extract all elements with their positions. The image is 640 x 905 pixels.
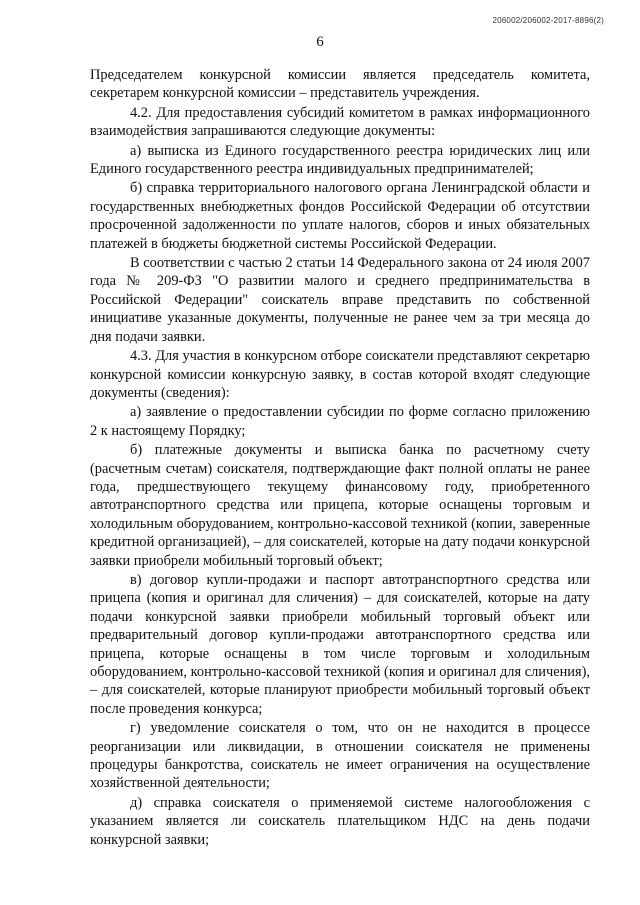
paragraph: в) договор купли-продажи и паспорт автотранспортного средства или прицепа (копия и оригинал для сличения) – для соискателей, которые на дату подачи конкурсной заявки приобрели мобильный торговый объект или предварительный договор купли-продажи автотранспортного средства или прицепа, которые оснащены в том числе торговым и холодильным оборудованием, контрольно-кассовой техникой (копия и оригинал для сличения), – для соискателей, которые планируют приобрести мобильный торговый объект после проведения конкурса;: [90, 571, 590, 717]
paragraph: 4.2. Для предоставления субсидий комитетом в рамках информационного взаимодействия запрашиваются следующие документы:: [90, 104, 590, 140]
paragraph: б) платежные документы и выписка банка по расчетному счету (расчетным счетам) соискателя, подтверждающие факт полной оплаты не ранее года, предшествующего текущему финансовому году, приобретенного автотранспортного средства или прицепа, которые оснащены торговым и холодильным оборудованием, контрольно-кассовой техникой (копии, заверенные кредитной организацией), – для соискателей, которые на дату подачи конкурсной заявки приобрели мобильный торговый объект;: [90, 442, 590, 569]
paragraph: г) уведомление соискателя о том, что он не находится в процессе реорганизации или ликвидации, в отношении соискателя не применены процедуры банкротства, соискатель не имеет ограничения на осуществление хозяйственной деятельности;: [90, 720, 590, 792]
paragraph: а) выписка из Единого государственного реестра юридических лиц или Единого государственного реестра индивидуальных предпринимателей;: [90, 142, 590, 178]
document-id: 206002/206002-2017-8896(2): [492, 16, 604, 25]
paragraph: 4.3. Для участия в конкурсном отборе соискатели представляют секретарю конкурсной комиссии конкурсную заявку, в состав которой входят следующие документы (сведения):: [90, 348, 590, 401]
page-number: 6: [316, 34, 324, 50]
document-body: [90, 66, 590, 850]
paragraph: а) заявление о предоставлении субсидии по форме согласно приложению 2 к настоящему Порядку;: [90, 404, 590, 439]
paragraph: д) справка соискателя о применяемой системе налогообложения с указанием является ли соискатель плательщиком НДС на день подачи конкурсной заявки;: [90, 794, 590, 848]
paragraph: б) справка территориального налогового органа Ленинградской области и государственных внебюджетных фондов Российской Федерации об отсутствии просроченной задолженности по уплате налогов, сборов и иных обязательных платежей в бюджеты бюджетной системы Российской Федерации.: [90, 180, 590, 252]
paragraph: Председателем конкурсной комиссии является председатель комитета, секретарем конкурсной комиссии – представитель учреждения.: [90, 67, 590, 102]
paragraph: В соответствии с частью 2 статьи 14 Федерального закона от 24 июля 2007 года № 209-ФЗ "О развитии малого и среднего предпринимательства в Российской Федерации" соискатель вправе представить по собственной инициативе указанные документы, полученные не ранее чем за три месяца до дня подачи заявки.: [90, 255, 590, 345]
